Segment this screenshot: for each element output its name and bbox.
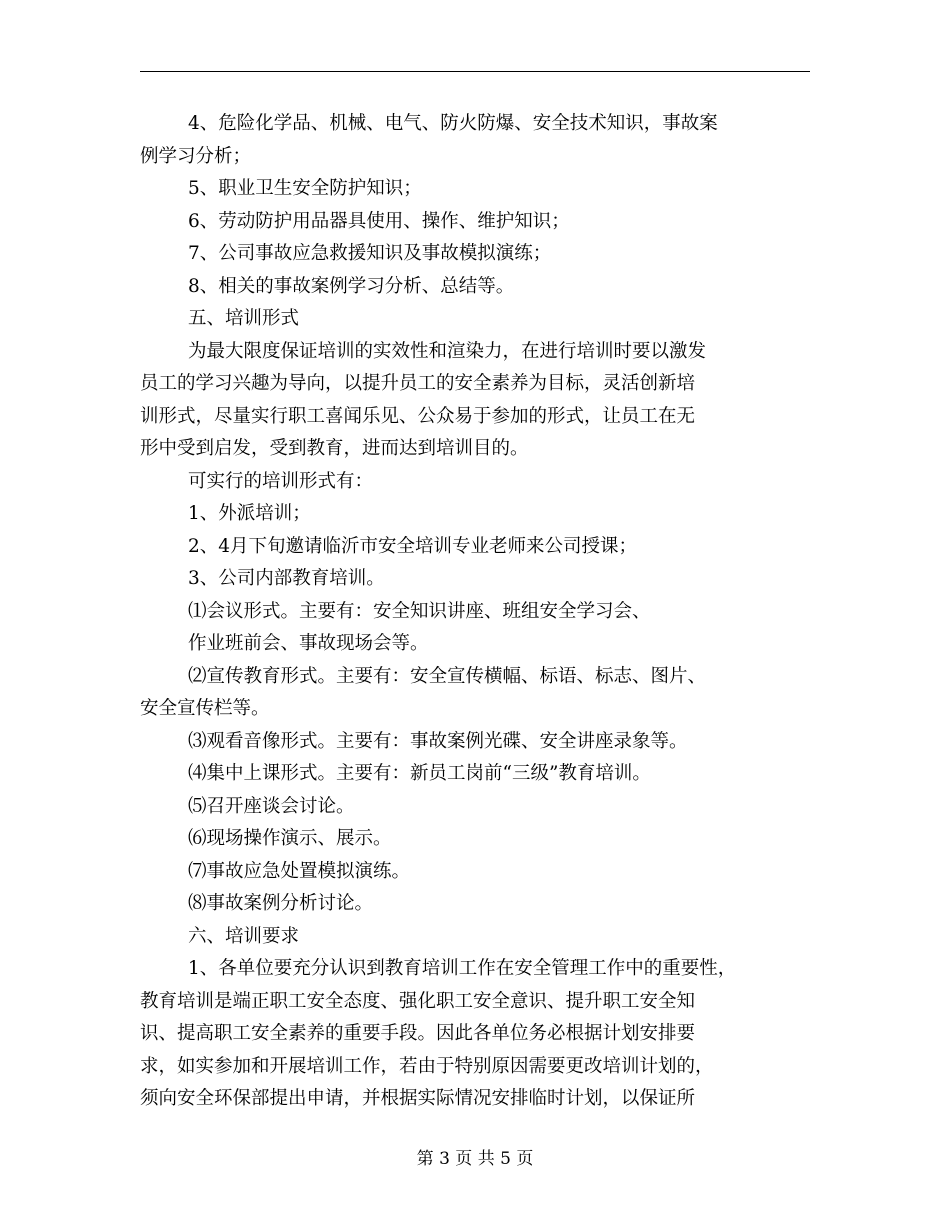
text-line: 为最大限度保证培训的实效性和渲染力，在进行培训时要以激发 (188, 340, 707, 362)
text-line: 作业班前会、事故现场会等。 (188, 633, 429, 654)
text-line: 须向安全环保部提出申请，并根据实际情况安排临时计划，以保证所 (140, 1088, 696, 1109)
text-line: 8、相关的事故案例学习分析、总结等。 (188, 275, 515, 297)
text-line: 5、职业卫生安全防护知识； (188, 178, 422, 199)
text-line: 1、外派培训； (188, 503, 311, 524)
page-footer: 第 3 页 共 5 页 (416, 1149, 534, 1169)
text-line: 员工的学习兴趣为导向，以提升员工的安全素养为目标，灵活创新培 (140, 373, 696, 394)
text-line: 可实行的培训形式有： (188, 470, 374, 492)
text-line: ⑸召开座谈会讨论。 (188, 795, 355, 817)
text-line: ⑷集中上课形式。主要有：新员工岗前“三级”教育培训。 (188, 763, 651, 784)
text-line: 识、提高职工安全素养的重要手段。因此各单位务必根据计划安排要 (140, 1023, 696, 1044)
text-line: ⑵宣传教育形式。主要有：安全宣传横幅、标语、标志、图片、 (188, 665, 707, 687)
text-line: 3、公司内部教育培训。 (188, 568, 385, 589)
text-line: 7、公司事故应急救援知识及事故模拟演练； (188, 243, 552, 264)
text-line: ⑴会议形式。主要有：安全知识讲座、班组安全学习会、 (188, 600, 651, 622)
text-line: ⑺事故应急处置模拟演练。 (188, 860, 411, 882)
text-line: 求，如实参加和开展培训工作，若由于特别原因需要更改培训计划的， (140, 1055, 714, 1077)
text-line: 2、4月下旬邀请临沂市安全培训专业老师来公司授课； (188, 535, 638, 557)
header-rule (140, 71, 810, 72)
text-line: 安全宣传栏等。 (140, 698, 270, 719)
text-line: 形中受到启发，受到教育，进而达到培训目的。 (140, 438, 529, 459)
text-line: 教育培训是端正职工安全态度、强化职工安全意识、提升职工安全知 (140, 990, 696, 1012)
text-line: ⑹现场操作演示、展示。 (188, 828, 392, 849)
text-line: 训形式，尽量实行职工喜闻乐见、公众易于参加的形式，让员工在无 (140, 405, 696, 427)
text-line: ⑶观看音像形式。主要有：事故案例光碟、安全讲座录象等。 (188, 730, 688, 752)
text-line: ⑻事故案例分析讨论。 (188, 893, 374, 914)
text-line: 6、劳动防护用品器具使用、操作、维护知识； (188, 210, 570, 232)
text-line: 六、培训要求 (188, 925, 300, 947)
text-line: 4、危险化学品、机械、电气、防火防爆、安全技术知识，事故案 (188, 113, 718, 134)
text-line: 1、各单位要充分认识到教育培训工作在安全管理工作中的重要性， (188, 958, 737, 979)
text-line: 五、培训形式 (188, 308, 300, 329)
text-line: 例学习分析； (140, 145, 252, 167)
document-body (140, 108, 810, 1116)
